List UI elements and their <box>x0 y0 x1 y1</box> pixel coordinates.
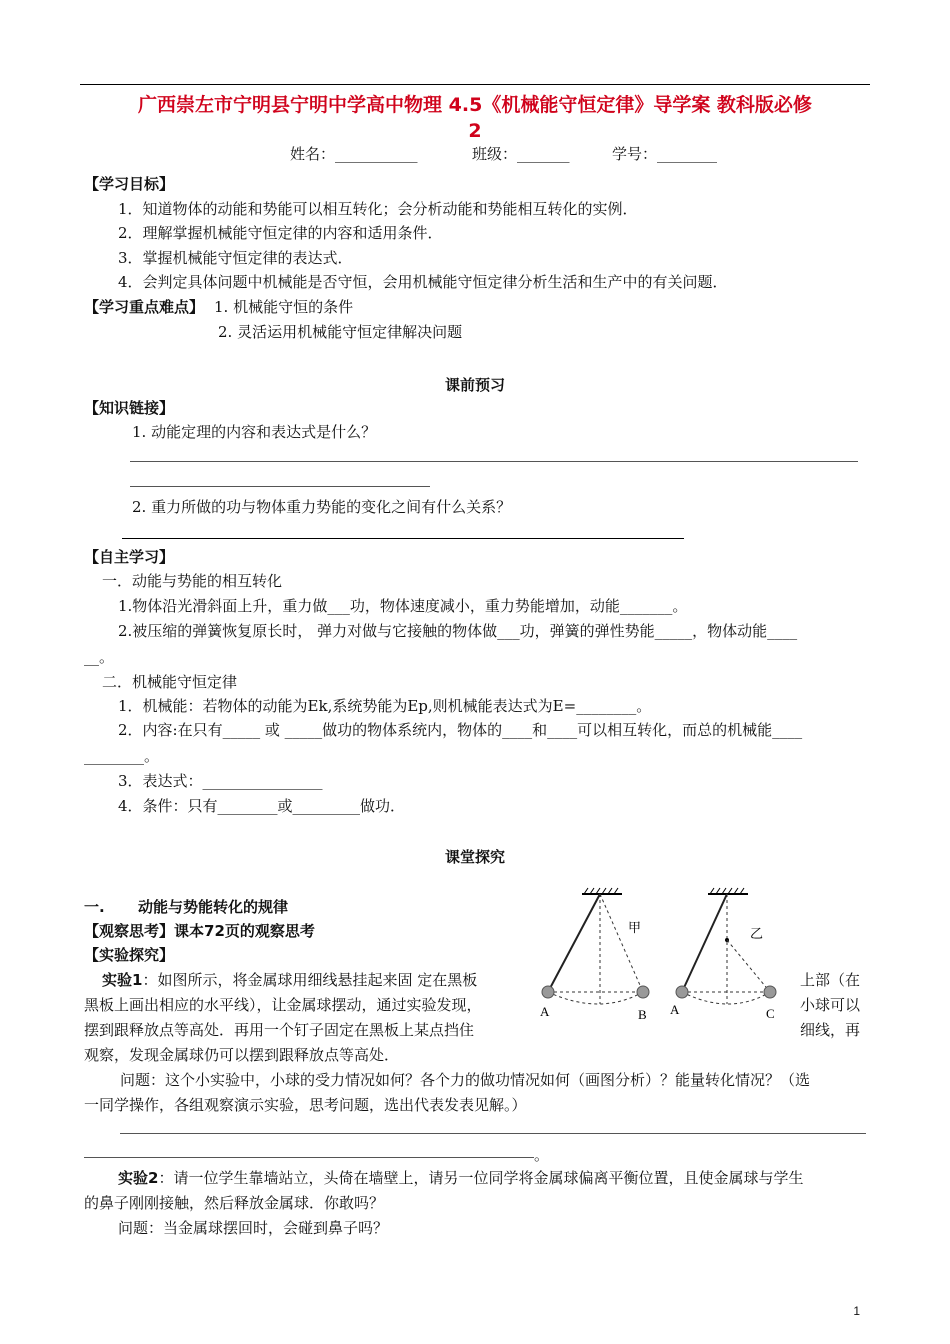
experiment-1-line-1-end: 上部（在 <box>800 971 861 989</box>
goal-item: 3．掌握机械能守恒定律的表达式． <box>118 249 353 267</box>
goal-item: 1．知道物体的动能和势能可以相互转化；会分析动能和势能相互转化的实例． <box>118 200 638 218</box>
title-line-1: 广西崇左市宁明县宁明中学高中物理 4.5《机械能守恒定律》导学案 教科版必修 <box>138 94 812 116</box>
experiment-1-question-line-2: 一同学操作，各组观察演示实验，思考问题，选出代表发表见解。） <box>84 1096 527 1114</box>
goal-item: 4．会判定具体问题中机械能是否守恒，会用机械能守恒定律分析生活和生产中的有关问题． <box>118 273 728 291</box>
experiment-1-line-2: 黑板上画出相应的水平线），让金属球摆动，通过实验发现， <box>84 996 482 1014</box>
page-number: 1 <box>853 1304 860 1318</box>
point-a-right: A <box>670 1002 680 1017</box>
self-study-section-2: 二．机械能守恒定律 <box>102 673 238 691</box>
student-id-field: 学号：________ <box>612 145 718 163</box>
right-figure-label: 乙 <box>750 927 764 942</box>
fill-blank-item: 1．机械能：若物体的动能为Ek,系统势能为Ep,则机械能表达式为E=________。 <box>118 697 652 715</box>
fill-blank-item: 2．内容:在只有_____ 或 _____做功的物体系统内，物体的____和____可以相互转化，而总的机械能____ <box>118 721 803 739</box>
fill-blank-item: 3．表达式：________________ <box>118 772 323 790</box>
fill-blank-item-cont: __。 <box>84 648 115 666</box>
goal-item: 2．理解掌握机械能守恒定律的内容和适用条件． <box>118 224 443 242</box>
fill-blank-item-cont: ________。 <box>84 747 160 765</box>
experiment-1-line-2-end: 小球可以 <box>800 996 861 1014</box>
answer-end-mark: 。 <box>534 1146 550 1164</box>
self-study-heading: 【自主学习】 <box>84 548 175 566</box>
keypoint-item: 2. 灵活运用机械能守恒定律解决问题 <box>218 323 463 341</box>
answer-line <box>122 538 684 539</box>
goals-heading: 【学习目标】 <box>84 175 175 193</box>
experiment-2-question: 问题：当金属球摆回时，会碰到鼻子吗？ <box>118 1219 389 1237</box>
right-pendulum <box>670 888 776 1021</box>
keypoint-item: 1. 机械能守恒的条件 <box>214 298 354 316</box>
left-figure-label: 甲 <box>628 921 642 936</box>
experiment-1-line-3: 摆到跟释放点等高处．再用一个钉子固定在黑板上某点挡住 <box>84 1021 475 1039</box>
preview-title: 课前预习 <box>444 376 505 394</box>
experiment-heading: 【实验探究】 <box>84 946 175 964</box>
experiment-2-label: 实验2 <box>118 1169 159 1187</box>
explore-title: 课堂探究 <box>444 848 505 866</box>
answer-line <box>84 1157 534 1158</box>
answer-line <box>120 1133 866 1134</box>
left-pendulum <box>540 888 649 1022</box>
document-title <box>80 92 870 144</box>
point-b: B <box>638 1007 647 1022</box>
point-a-left: A <box>540 1004 550 1019</box>
header-rule <box>80 84 870 85</box>
keypoints-heading: 【学习重点难点】 <box>84 298 205 316</box>
answer-line <box>130 461 858 462</box>
class-field: 班级：_______ <box>472 145 570 163</box>
experiment-1-question-line-1: 问题：这个小实验中，小球的受力情况如何？各个力的做功情况如何（画图分析）？能量转化情况？（选 <box>120 1071 811 1089</box>
preview-question-2: 2. 重力所做的功与物体重力势能的变化之间有什么关系？ <box>132 498 512 516</box>
knowledge-link-heading: 【知识链接】 <box>84 399 175 417</box>
experiment-1-line-1: 实验1：如图所示，将金属球用细线悬挂起来固 定在黑板 <box>102 971 478 989</box>
observe-heading: 【观察思考】课本72页的观察思考 <box>84 922 315 940</box>
pendulum-figure <box>530 886 800 1026</box>
experiment-1-label: 实验1 <box>102 971 143 989</box>
experiment-1-line-4: 观察，发现金属球仍可以摆到跟释放点等高处． <box>84 1046 400 1064</box>
explore-section-number: 一. <box>84 898 105 916</box>
self-study-section-1: 一．动能与势能的相互转化 <box>102 572 283 590</box>
experiment-1-line-3-end: 细线，再 <box>800 1021 861 1039</box>
fill-blank-item: 2.被压缩的弹簧恢复原长时， 弹力对做与它接触的物体做___功，弹簧的弹性势能_____，物体动能____ <box>118 622 798 640</box>
answer-line <box>130 486 430 487</box>
preview-question-1: 1. 动能定理的内容和表达式是什么？ <box>132 423 377 441</box>
experiment-2-line-2: 的鼻子刚刚接触，然后释放金属球．你敢吗？ <box>84 1194 385 1212</box>
fill-blank-item: 1.物体沿光滑斜面上升，重力做___功，物体速度减小，重力势能增加，动能_______。 <box>118 597 688 615</box>
explore-section-title: 动能与势能转化的规律 <box>138 898 289 916</box>
title-line-2: 2 <box>468 120 482 142</box>
experiment-2-line-1: 实验2：请一位学生靠墙站立，头倚在墙壁上，请另一位同学将金属球偏离平衡位置，且使金属球与学生 <box>118 1169 804 1187</box>
fill-blank-item: 4．条件：只有________或_________做功． <box>118 797 406 815</box>
name-field: 姓名：___________ <box>290 145 418 163</box>
point-c: C <box>766 1006 775 1021</box>
